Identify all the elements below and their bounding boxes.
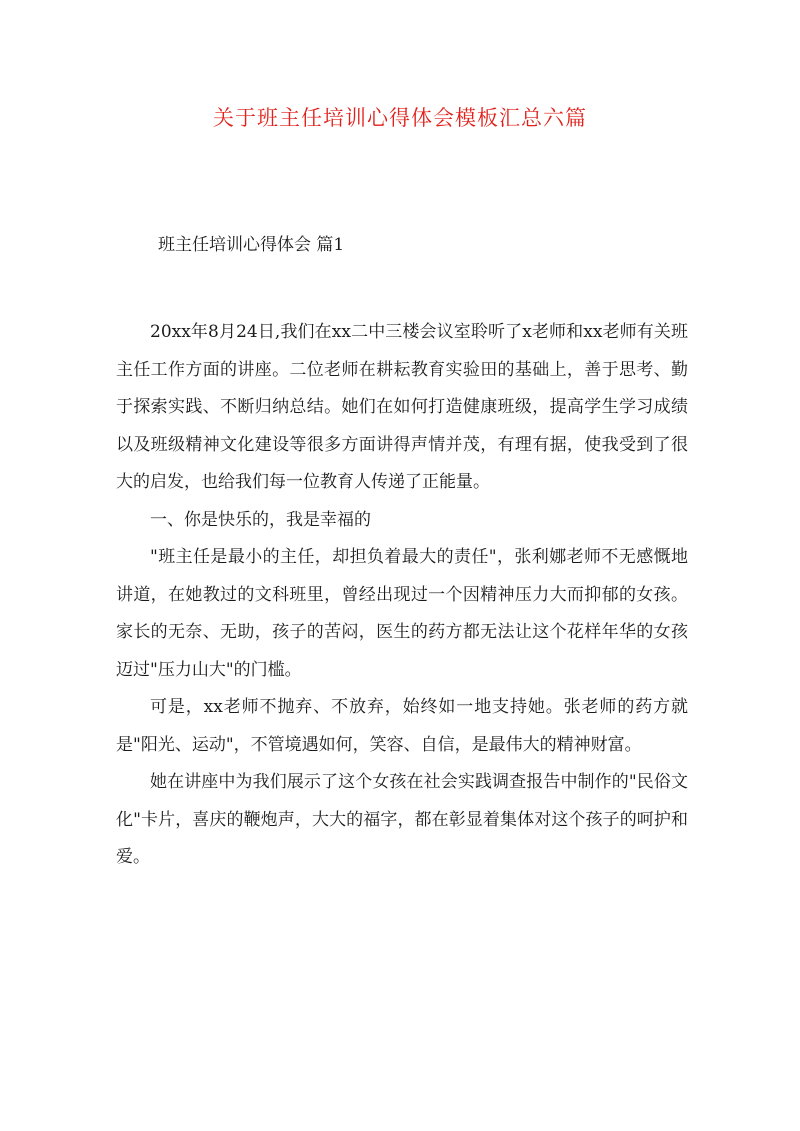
document-body [116, 314, 688, 877]
paragraph: 可是，xx老师不抛弃、不放弃，始终如一地支持她。张老师的药方就是"阳光、运动"，不管境遇如何，笑容、自信，是最伟大的精神财富。 [116, 697, 688, 755]
document-title: 关于班主任培训心得体会模板汇总六篇 [213, 106, 587, 130]
paragraph: "班主任是最小的主任，却担负着最大的责任"，张利娜老师不无感慨地讲道，在她教过的文科班里，曾经出现过一个因精神压力大而抑郁的女孩。家长的无奈、无助，孩子的苦闷，医生的药方都无法让这个花样年华的女孩迈过"压力山大"的门槛。 [116, 547, 688, 680]
section-heading: 班主任培训心得体会 篇1 [158, 235, 345, 255]
sub-heading: 一、你是快乐的，我是幸福的 [150, 509, 371, 530]
paragraph: 20xx年8月24日,我们在xx二中三楼会议室聆听了x老师和xx老师有关班主任工作方面的讲座。二位老师在耕耘教育实验田的基础上，善于思考、勤于探索实践、不断归纳总结。她们在如何打造健康班级，提高学生学习成绩以及班级精神文化建设等很多方面讲得声情并茂，有理有据，使我受到了很大的启发，也给我们每一位教育人传递了正能量。 [116, 322, 688, 492]
paragraph: 她在讲座中为我们展示了这个女孩在社会实践调查报告中制作的"民俗文化"卡片，喜庆的鞭炮声，大大的福字，都在彰显着集体对这个孩子的呵护和爱。 [116, 772, 688, 867]
